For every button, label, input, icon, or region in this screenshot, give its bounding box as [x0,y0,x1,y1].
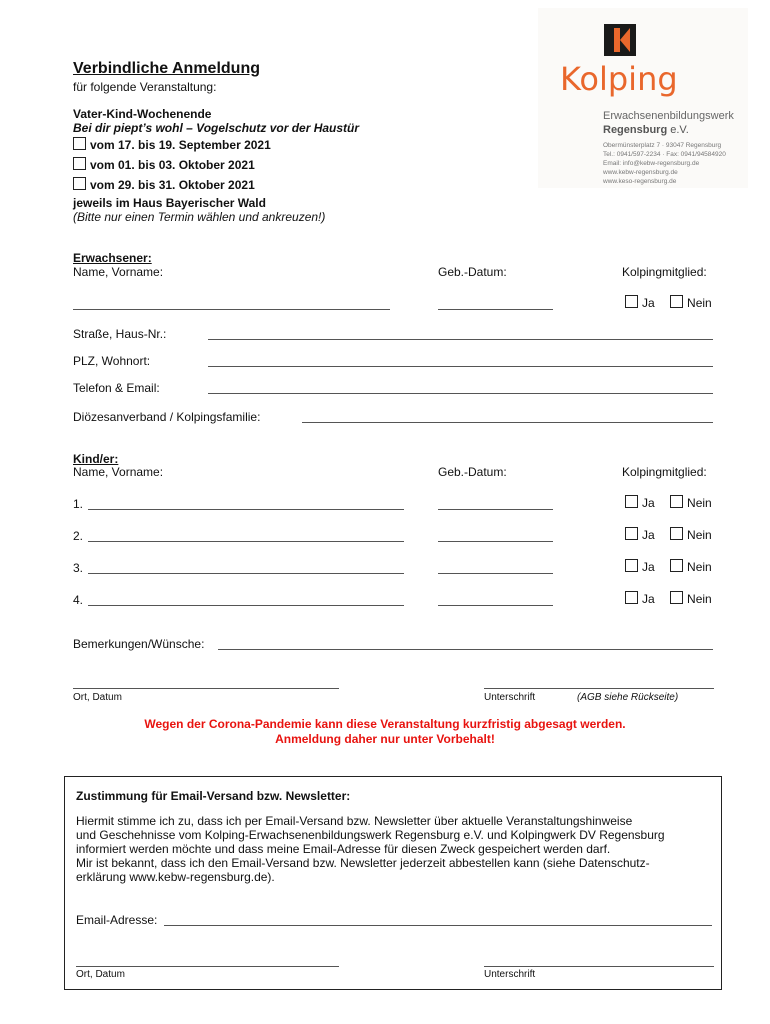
email-line: Email: info@kebw-regensburg.de [603,160,700,167]
no-label: Nein [687,496,712,510]
date-option-2[interactable] [73,157,255,172]
selection-hint: (Bitte nur einen Termin wählen und ankreuzen!) [73,210,326,224]
email-label: Email-Adresse: [76,913,158,927]
date-option-1[interactable] [73,137,271,152]
event-theme: Bei dir piept’s wohl – Vogelschutz vor der Haustür [73,121,360,135]
child-name-field[interactable] [88,605,404,606]
contact-field[interactable] [208,393,713,394]
child-member-options [625,527,712,542]
city-label: PLZ, Wohnort: [73,354,151,368]
child-birth-header: Geb.-Datum: [438,465,507,479]
checkbox[interactable] [670,559,683,572]
checkbox[interactable] [670,527,683,540]
remarks-field[interactable] [218,649,713,650]
corona-warning-line1: Wegen der Corona-Pandemie kann diese Veranstaltung kurzfristig abgesagt werden. [144,717,626,731]
consent-line: und Geschehnisse vom Kolping-Erwachsenenbildungswerk Regensburg e.V. und Kolpingwerk DV Regensburg [76,828,665,842]
checkbox[interactable] [625,591,638,604]
child-member-options [625,559,712,574]
diocese-field[interactable] [302,422,713,423]
signature-label: Unterschrift [484,692,536,703]
consent-line: erklärung www.kebw-regensburg.de). [76,870,275,884]
child-birth-field[interactable] [438,573,553,574]
logo-address [603,141,726,186]
consent-place-date-label: Ort, Datum [76,969,125,980]
yes-label: Ja [642,592,655,606]
yes-label: Ja [642,560,655,574]
member-yes-option[interactable] [625,496,655,510]
child-birth-field[interactable] [438,509,553,510]
event-name: Vater-Kind-Wochenende [73,107,212,121]
no-label: Nein [687,592,712,606]
diocese-label: Diözesanverband / Kolpingsfamilie: [73,410,261,424]
logo-region [603,124,689,136]
logo-region-rest: e.V. [667,124,689,136]
date-option-3[interactable] [73,177,255,192]
adult-heading: Erwachsener: [73,251,152,265]
no-label: Nein [687,296,712,310]
child-member-header: Kolpingmitglied: [622,465,707,479]
adult-birth-field[interactable] [438,309,553,310]
adult-name-header: Name, Vorname: [73,265,164,279]
child-name-header: Name, Vorname: [73,465,164,479]
member-no-option[interactable] [670,528,712,542]
checkbox[interactable] [670,295,683,308]
child-member-options [625,495,712,510]
logo-subtitle: Erwachsenenbildungswerk [603,110,734,122]
child-name-field[interactable] [88,541,404,542]
no-label: Nein [687,528,712,542]
checkbox[interactable] [625,295,638,308]
consent-text [76,814,716,884]
adult-member-header: Kolpingmitglied: [622,265,707,279]
event-location: jeweils im Haus Bayerischer Wald [73,196,266,210]
member-no-option[interactable] [670,496,712,510]
yes-label: Ja [642,528,655,542]
checkbox[interactable] [73,157,86,170]
member-no-option[interactable] [670,560,712,574]
member-yes-option[interactable] [625,592,655,606]
city-field[interactable] [208,366,713,367]
child-row-number: 2. [73,529,84,543]
adult-birth-header: Geb.-Datum: [438,265,507,279]
consent-line: Mir ist bekannt, dass ich den Email-Versand bzw. Newsletter jederzeit abbestellen kann (siehe Datenschutz- [76,856,650,870]
checkbox[interactable] [625,559,638,572]
yes-label: Ja [642,496,655,510]
consent-signature-label: Unterschrift [484,969,536,980]
email-field[interactable] [164,925,712,926]
adult-name-field[interactable] [73,309,390,310]
child-name-field[interactable] [88,509,404,510]
website-line-2: www.keso-regensburg.de [603,178,677,185]
yes-label: Ja [642,296,655,310]
kolping-logo-icon [604,24,636,56]
logo-wordmark: Kolping [560,60,678,98]
child-row-number: 4. [73,593,84,607]
place-date-label: Ort, Datum [73,692,122,703]
child-row-number: 3. [73,561,84,575]
phone-line: Tel.: 0941/597-2234 · Fax: 0941/94584920 [603,151,726,158]
member-yes-option[interactable] [625,560,655,574]
address-line: Obermünsterplatz 7 · 93047 Regensburg [603,142,722,149]
street-field[interactable] [208,339,713,340]
member-no-option[interactable] [670,592,712,606]
agb-note: (AGB siehe Rückseite) [577,692,679,703]
checkbox[interactable] [670,591,683,604]
contact-label: Telefon & Email: [73,381,160,395]
consent-line: informiert werden möchte und dass meine Email-Adresse für diesen Zweck gespeichert werden darf. [76,842,611,856]
signature-field[interactable] [484,688,714,689]
child-row-number: 1. [73,497,84,511]
consent-place-date-field[interactable] [76,966,339,967]
remarks-label: Bemerkungen/Wünsche: [73,637,205,651]
checkbox[interactable] [625,527,638,540]
no-label: Nein [687,560,712,574]
page-subtitle: für folgende Veranstaltung: [73,80,217,94]
checkbox[interactable] [73,177,86,190]
corona-warning-line2: Anmeldung daher nur unter Vorbehalt! [275,732,495,746]
place-date-field[interactable] [73,688,339,689]
consent-heading: Zustimmung für Email-Versand bzw. Newsletter: [76,789,351,803]
member-no-option[interactable] [670,296,712,310]
adult-member-options [625,295,712,310]
consent-line: Hiermit stimme ich zu, dass ich per Email-Versand bzw. Newsletter über aktuelle Veranstaltungshinweise [76,814,633,828]
checkbox[interactable] [625,495,638,508]
website-line: www.kebw-regensburg.de [603,169,678,176]
children-heading: Kind/er: [73,452,119,466]
logo-region-bold: Regensburg [603,124,668,136]
child-member-options [625,591,712,606]
member-yes-option[interactable] [625,528,655,542]
date-option-label: vom 17. bis 19. September 2021 [90,138,271,152]
child-name-field[interactable] [88,573,404,574]
checkbox[interactable] [73,137,86,150]
child-birth-field[interactable] [438,541,553,542]
date-option-label: vom 29. bis 31. Oktober 2021 [90,178,255,192]
consent-signature-field[interactable] [484,966,714,967]
child-birth-field[interactable] [438,605,553,606]
date-option-label: vom 01. bis 03. Oktober 2021 [90,158,255,172]
checkbox[interactable] [670,495,683,508]
street-label: Straße, Haus-Nr.: [73,327,167,341]
member-yes-option[interactable] [625,296,655,310]
page-title: Verbindliche Anmeldung [73,60,260,77]
